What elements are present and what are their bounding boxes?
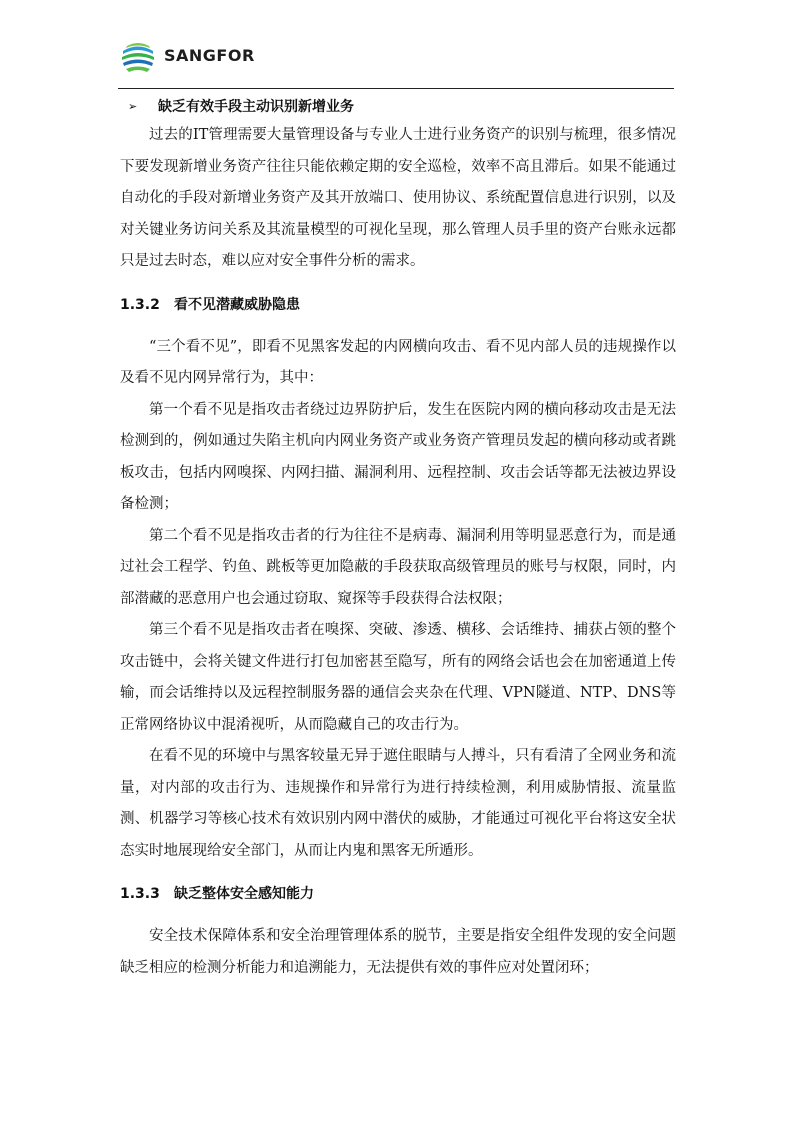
section-number: 1.3.3 [120, 886, 160, 902]
sangfor-logo-icon [120, 40, 156, 76]
section-number: 1.3.2 [120, 296, 160, 313]
arrow-bullet-icon: ➢ [128, 100, 138, 113]
page-header [118, 36, 674, 92]
bullet-heading [120, 94, 676, 120]
document-body [120, 94, 676, 984]
section-heading-1-3-2 [120, 292, 676, 318]
paragraph: 第一个看不见是指攻击者绕过边界防护后，发生在医院内网的横向移动攻击是无法检测到的，例如通过失陷主机向内网业务资产或业务资产管理员发起的横向移动或者跳板攻击，包括内网嗅探、内网扫描、漏洞利用、远程控制、攻击会话等都无法被边界设备检测； [120, 401, 676, 512]
section-title: 看不见潜藏威胁隐患 [174, 296, 300, 313]
paragraph: 安全技术保障体系和安全治理管理体系的脱节，主要是指安全组件发现的安全问题缺乏相应的检测分析能力和追溯能力，无法提供有效的事件应对处置闭环； [120, 928, 676, 976]
paragraph: “三个看不见”，即看不见黑客发起的内网横向攻击、看不见内部人员的违规操作以及看不见内网异常行为，其中： [120, 338, 676, 386]
paragraph: 在看不见的环境中与黑客较量无异于遮住眼睛与人搏斗，只有看清了全网业务和流量，对内部的攻击行为、违规操作和异常行为进行持续检测，利用威胁情报、流量监测、机器学习等核心技术有效识别内网中潜伏的威胁，才能通过可视化平台将这安全状态实时地展现给安全部门，从而让内鬼和黑客无所遁形。 [120, 748, 676, 859]
section-heading-1-3-3 [120, 881, 676, 907]
bullet-heading-text: 缺乏有效手段主动识别新增业务 [158, 99, 354, 115]
section-title: 缺乏整体安全感知能力 [174, 886, 314, 902]
paragraph: 第二个看不见是指攻击者的行为往往不是病毒、漏洞利用等明显恶意行为，而是通过社会工程学、钓鱼、跳板等更加隐蔽的手段获取高级管理员的账号与权限，同时，内部潜藏的恶意用户也会通过窃取、窥探等手段获得合法权限； [120, 527, 676, 607]
logo-text: SANGFOR [164, 46, 255, 65]
header-divider [118, 88, 674, 89]
paragraph: 第三个看不见是指攻击者在嗅探、突破、渗透、横移、会话维持、捕获占领的整个攻击链中，会将关键文件进行打包加密甚至隐写，所有的网络会话也会在加密通道上传输，而会话维持以及远程控制服务器的通信会夹杂在代理、VPN隧道、NTP、DNS等正常网络协议中混淆视听，从而隐藏自己的攻击行为。 [120, 622, 676, 733]
paragraph: 过去的IT管理需要大量管理设备与专业人士进行业务资产的识别与梳理，很多情况下要发现新增业务资产往往只能依赖定期的安全巡检，效率不高且滞后。如果不能通过自动化的手段对新增业务资产及其开放端口、使用协议、系统配置信息进行识别，以及对关键业务访问关系及其流量模型的可视化呈现，那么管理人员手里的资产台账永远都只是过去时态，难以应对安全事件分析的需求。 [120, 127, 676, 269]
